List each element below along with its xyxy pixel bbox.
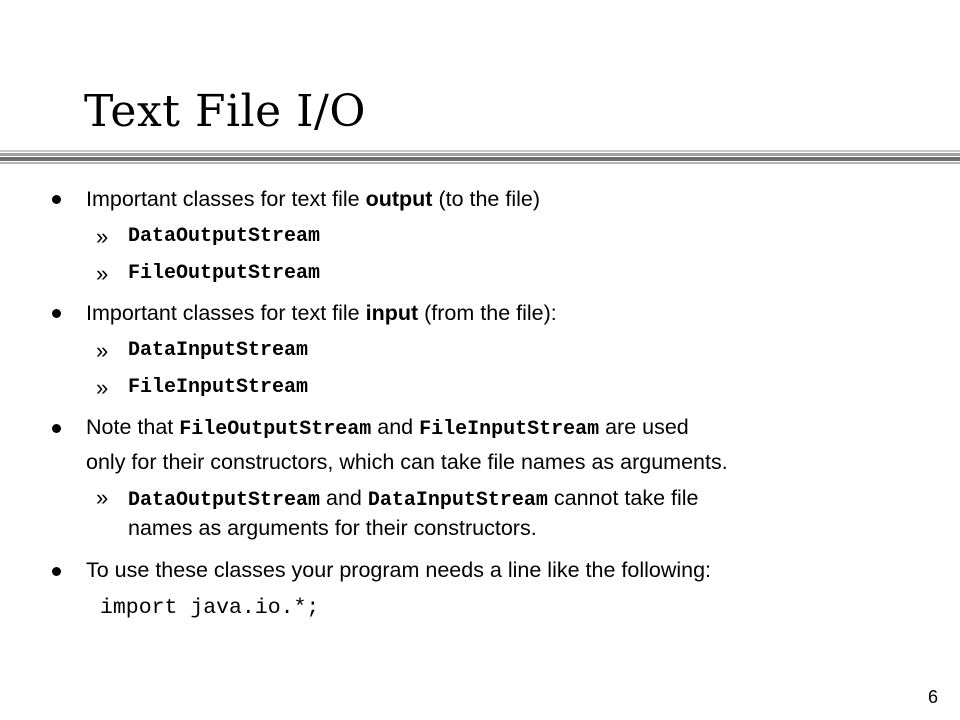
- bullet-dot-icon: [52, 567, 61, 576]
- sub-bullet-code: DataInputStream: [128, 339, 309, 362]
- sub-bullet-code: FileInputStream: [128, 376, 309, 399]
- sub-bullet-text-continuation: names as arguments for their constructors.: [128, 516, 537, 540]
- sub-bullet-constructors: [128, 484, 699, 515]
- page-number: 6: [928, 687, 939, 707]
- bullet-text: (to the file): [432, 187, 541, 211]
- bullet-text: Important classes for text file: [86, 187, 366, 211]
- sub-bullet-marker-icon: »: [96, 261, 109, 286]
- sub-bullet-code: DataOutputStream: [128, 225, 321, 248]
- bullet-emphasis: output: [365, 187, 433, 211]
- bullet-text: (from the file):: [418, 301, 557, 325]
- bullet-text: and: [320, 486, 368, 510]
- inline-code: DataOutputStream: [128, 489, 321, 512]
- bullet-emphasis: input: [365, 301, 419, 325]
- bullet-text: cannot take file: [547, 486, 699, 510]
- bullet-text-continuation: only for their constructors, which can take file names as arguments.: [86, 450, 728, 474]
- sub-bullet-code: FileOutputStream: [128, 262, 321, 285]
- bullet-output-classes: [86, 185, 540, 213]
- bullet-text: Important classes for text file: [86, 301, 366, 325]
- sub-bullet-marker-icon: »: [96, 338, 109, 363]
- bullet-import-line: To use these classes your program needs a line like the following:: [86, 558, 712, 582]
- bullet-text: and: [371, 415, 420, 439]
- bullet-dot-icon: [52, 309, 61, 318]
- bullet-dot-icon: [52, 424, 61, 433]
- title-underline-rule: [0, 150, 960, 166]
- inline-code: DataInputStream: [367, 489, 548, 512]
- bullet-input-classes: [86, 299, 557, 327]
- sub-bullet-marker-icon: »: [96, 224, 109, 249]
- sub-bullet-marker-icon: »: [96, 375, 109, 400]
- import-code-line: import java.io.*;: [100, 596, 320, 620]
- bullet-dot-icon: [52, 195, 61, 204]
- inline-code: FileInputStream: [419, 418, 600, 441]
- sub-bullet-marker-icon: »: [96, 485, 109, 510]
- bullet-text: are used: [599, 415, 689, 439]
- inline-code: FileOutputStream: [179, 418, 372, 441]
- slide-title: Text File I/O: [84, 86, 366, 137]
- bullet-text: Note that: [86, 415, 180, 439]
- bullet-constructors-note: [86, 413, 689, 444]
